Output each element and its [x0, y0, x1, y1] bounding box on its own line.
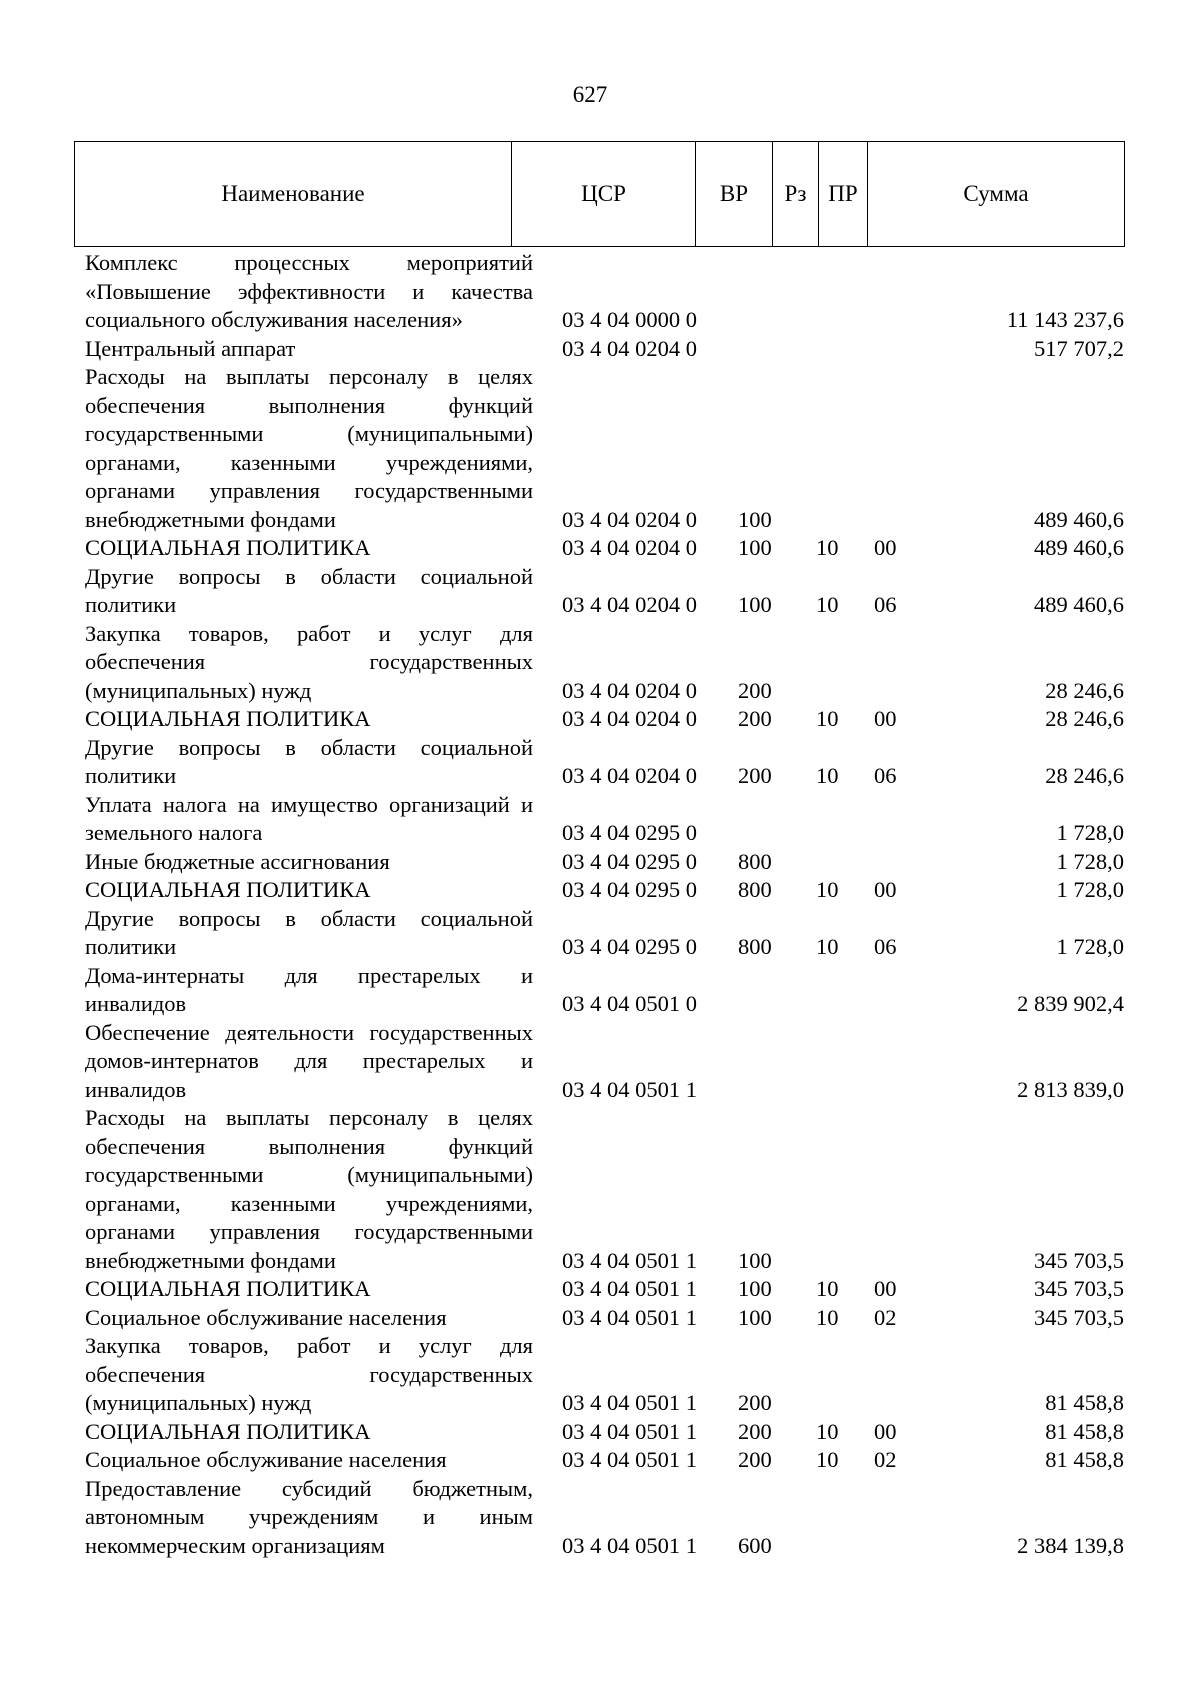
- row-csr: 03 4 04 0000 0: [562, 307, 697, 332]
- table-row: [85, 1418, 1125, 1447]
- row-name: Дома-интернаты для престарелых и инвалидов: [85, 962, 533, 1016]
- row-csr: 03 4 04 0501 1: [562, 1418, 697, 1444]
- row-csr: 03 4 04 0501 1: [562, 1304, 697, 1330]
- row-pr: 06: [874, 592, 897, 617]
- row-name: Закупка товаров, работ и услуг для обеспечения государственных (муниципальных) нужд: [85, 620, 533, 703]
- row-rz: 10: [816, 1304, 839, 1330]
- row-sum: 489 460,6: [1034, 506, 1124, 532]
- row-vr: 800: [738, 934, 772, 959]
- page-number: 627: [572, 82, 608, 107]
- row-csr: 03 4 04 0295 0: [562, 848, 697, 874]
- row-sum: 28 246,6: [1045, 763, 1124, 788]
- row-pr: 02: [874, 1304, 897, 1330]
- row-name: СОЦИАЛЬНАЯ ПОЛИТИКА: [85, 535, 371, 560]
- row-vr: 100: [738, 1247, 772, 1273]
- row-csr: 03 4 04 0501 1: [562, 1076, 697, 1102]
- table-row: [85, 962, 1125, 1019]
- row-vr: 100: [738, 1276, 772, 1301]
- row-vr: 200: [738, 1418, 772, 1444]
- row-sum: 2 813 839,0: [1017, 1076, 1124, 1102]
- row-sum: 1 728,0: [1056, 820, 1124, 845]
- row-csr: 03 4 04 0295 0: [562, 934, 697, 959]
- table-row: [85, 1332, 1125, 1418]
- table-row: [85, 534, 1125, 563]
- row-name: СОЦИАЛЬНАЯ ПОЛИТИКА: [85, 877, 371, 902]
- table-header: [74, 141, 1125, 247]
- row-name: Иные бюджетные ассигнования: [85, 848, 390, 874]
- table-row: [85, 705, 1125, 734]
- row-pr: 06: [874, 763, 897, 788]
- row-csr: 03 4 04 0501 1: [562, 1532, 697, 1558]
- row-vr: 800: [738, 848, 772, 874]
- row-vr: 800: [738, 877, 772, 902]
- row-rz: 10: [816, 934, 839, 959]
- row-pr: 00: [874, 1418, 897, 1444]
- row-pr: 00: [874, 1276, 897, 1301]
- row-sum: 345 703,5: [1034, 1276, 1124, 1301]
- row-vr: 200: [738, 677, 772, 703]
- header-rz: Рз: [773, 142, 819, 247]
- table-row: [85, 620, 1125, 706]
- table-row: [85, 1304, 1125, 1333]
- row-sum: 81 458,8: [1045, 1418, 1124, 1444]
- row-name: Центральный аппарат: [85, 335, 296, 361]
- row-vr: 100: [738, 1304, 772, 1330]
- table-row: [85, 249, 1125, 335]
- table-row: [85, 1019, 1125, 1105]
- row-rz: 10: [816, 592, 839, 617]
- row-sum: 517 707,2: [1034, 335, 1124, 361]
- row-pr: 00: [874, 877, 897, 902]
- row-pr: 06: [874, 934, 897, 959]
- row-csr: 03 4 04 0501 1: [562, 1247, 697, 1273]
- table-row: [85, 848, 1125, 877]
- row-vr: 100: [738, 592, 772, 617]
- row-name: Закупка товаров, работ и услуг для обеспечения государственных (муниципальных) нужд: [85, 1333, 533, 1415]
- row-name: СОЦИАЛЬНАЯ ПОЛИТИКА: [85, 1276, 371, 1301]
- row-csr: 03 4 04 0204 0: [562, 592, 697, 617]
- table-row: [85, 335, 1125, 364]
- table-row: [85, 905, 1125, 962]
- row-rz: 10: [816, 706, 839, 731]
- row-csr: 03 4 04 0295 0: [562, 877, 697, 902]
- row-vr: 600: [738, 1532, 772, 1558]
- row-csr: 03 4 04 0204 0: [562, 677, 697, 703]
- row-sum: 81 458,8: [1045, 1447, 1124, 1472]
- header-csr: ЦСР: [512, 142, 696, 247]
- row-vr: 200: [738, 706, 772, 731]
- row-csr: 03 4 04 0501 1: [562, 1447, 697, 1472]
- row-sum: 81 458,8: [1045, 1390, 1124, 1415]
- row-sum: 2 384 139,8: [1017, 1532, 1124, 1558]
- row-pr: 02: [874, 1447, 897, 1472]
- row-rz: 10: [816, 1447, 839, 1472]
- row-name: СОЦИАЛЬНАЯ ПОЛИТИКА: [85, 1418, 371, 1444]
- row-csr: 03 4 04 0501 1: [562, 1276, 697, 1301]
- row-rz: 10: [816, 877, 839, 902]
- row-csr: 03 4 04 0501 1: [562, 1390, 697, 1415]
- row-vr: 100: [738, 506, 772, 532]
- row-name: Уплата налога на имущество организаций и земельного налога: [85, 791, 533, 845]
- row-name: Предоставление субсидий бюджетным, автономным учреждениям и иным некоммерческим организациям: [85, 1475, 533, 1558]
- row-name: Другие вопросы в области социальной политики: [85, 734, 533, 788]
- row-csr: 03 4 04 0204 0: [562, 335, 697, 361]
- row-name: СОЦИАЛЬНАЯ ПОЛИТИКА: [85, 706, 371, 731]
- row-name: Социальное обслуживание населения: [85, 1447, 447, 1472]
- row-rz: 10: [816, 1418, 839, 1444]
- row-csr: 03 4 04 0204 0: [562, 506, 697, 532]
- header-sum: Сумма: [868, 142, 1125, 247]
- row-sum: 1 728,0: [1056, 934, 1124, 959]
- row-csr: 03 4 04 0501 0: [562, 991, 697, 1016]
- header-name: Наименование: [75, 142, 512, 247]
- row-sum: 1 728,0: [1056, 877, 1124, 902]
- row-sum: 11 143 237,6: [1006, 307, 1124, 332]
- row-vr: 200: [738, 1390, 772, 1415]
- row-name: Другие вопросы в области социальной политики: [85, 563, 533, 617]
- row-vr: 100: [738, 535, 772, 560]
- row-name: Другие вопросы в области социальной политики: [85, 905, 533, 959]
- row-csr: 03 4 04 0204 0: [562, 535, 697, 560]
- header-pr: ПР: [819, 142, 868, 247]
- row-pr: 00: [874, 706, 897, 731]
- row-name: Расходы на выплаты персоналу в целях обеспечения выполнения функций государственными (муниципальными) органами, казенными учреждениями, органами управления государственными внебюджетными фондами: [85, 364, 533, 532]
- row-name: Комплекс процессных мероприятий «Повышение эффективности и качества социального обслуживания населения»: [85, 250, 533, 332]
- table-row: [85, 1104, 1125, 1275]
- row-name: Расходы на выплаты персоналу в целях обеспечения выполнения функций государственными (муниципальными) органами, казенными учреждениями, органами управления государственными внебюджетными фондами: [85, 1105, 533, 1273]
- row-sum: 489 460,6: [1034, 592, 1124, 617]
- row-sum: 345 703,5: [1034, 1247, 1124, 1273]
- row-sum: 1 728,0: [1056, 848, 1124, 874]
- row-csr: 03 4 04 0295 0: [562, 820, 697, 845]
- table-row: [85, 563, 1125, 620]
- row-rz: 10: [816, 535, 839, 560]
- table-row: [85, 1475, 1125, 1561]
- header-vr: ВР: [696, 142, 773, 247]
- row-vr: 200: [738, 763, 772, 788]
- row-rz: 10: [816, 1276, 839, 1301]
- table-row: [85, 363, 1125, 534]
- table-row: [85, 1446, 1125, 1475]
- row-sum: 2 839 902,4: [1017, 991, 1124, 1016]
- row-vr: 200: [738, 1447, 772, 1472]
- row-sum: 28 246,6: [1045, 677, 1124, 703]
- row-csr: 03 4 04 0204 0: [562, 763, 697, 788]
- table-row: [85, 1275, 1125, 1304]
- row-name: Социальное обслуживание населения: [85, 1304, 447, 1330]
- row-sum: 345 703,5: [1034, 1304, 1124, 1330]
- row-csr: 03 4 04 0204 0: [562, 706, 697, 731]
- table-row: [85, 876, 1125, 905]
- row-pr: 00: [874, 535, 897, 560]
- table-row: [85, 734, 1125, 791]
- row-sum: 28 246,6: [1045, 706, 1124, 731]
- row-rz: 10: [816, 763, 839, 788]
- row-name: Обеспечение деятельности государственных домов-интернатов для престарелых и инвалидов: [85, 1019, 533, 1102]
- row-sum: 489 460,6: [1034, 535, 1124, 560]
- table-row: [85, 791, 1125, 848]
- table-body: [85, 249, 1125, 1560]
